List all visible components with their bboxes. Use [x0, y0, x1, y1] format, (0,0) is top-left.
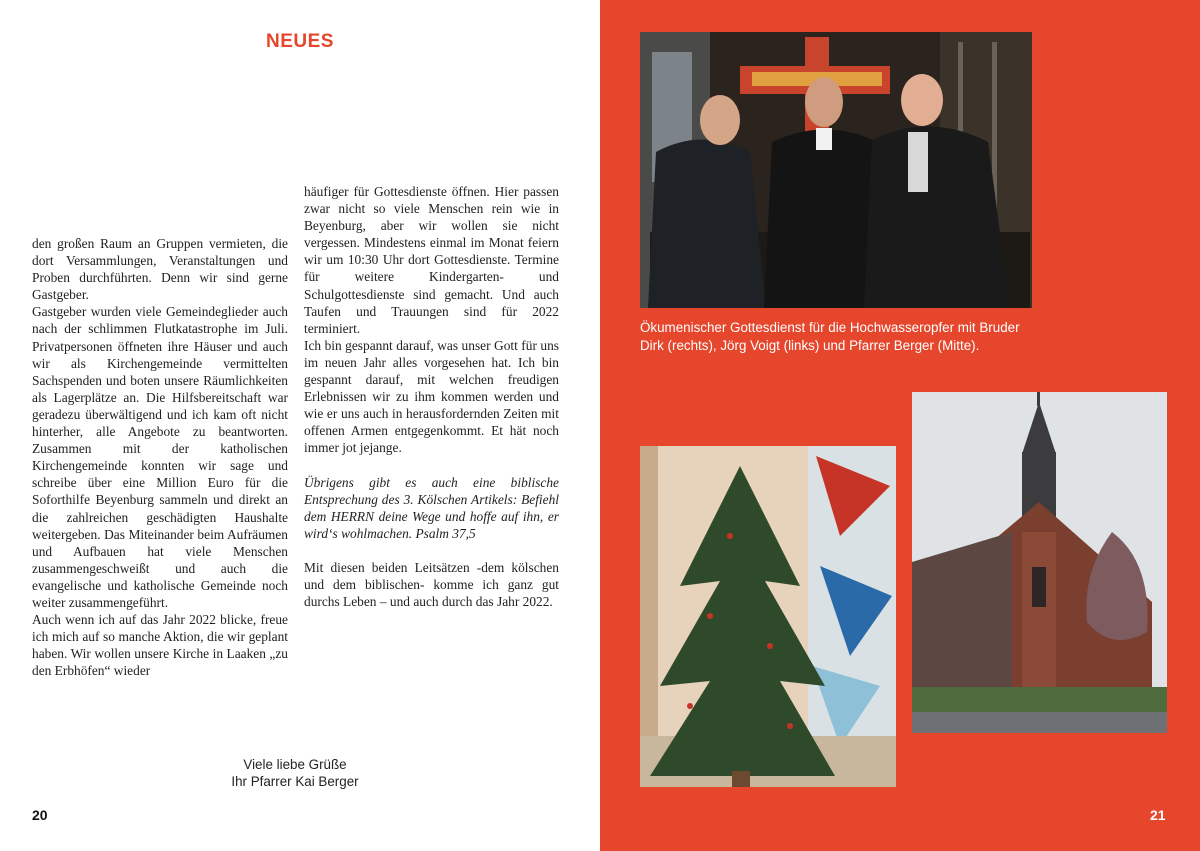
photo-clergy-portrait	[640, 32, 1032, 308]
greeting: Viele liebe Grüße	[243, 757, 347, 772]
section-title: NEUES	[266, 31, 334, 52]
paragraph: Auch wenn ich auf das Jahr 2022 blicke, freue ich mich auf so manche Aktion, die wir geplant haben. Wir wollen unsere Kirche in Laaken „zu den Erbhöfen“ wieder	[32, 612, 288, 679]
photo-christmas-tree	[640, 446, 896, 787]
paragraph: Gastgeber wurden viele Gemeindeglieder auch nach der schlimmen Flutkatastrophe im Juli. Privatpersonen öffneten ihre Häuser und auch wir als Kirchengemeinde vermittelten Sachspenden und boten unsere Räumlichkeiten als Lagerplätze an. Die Hilfsbereitschaft war geradezu überwältigend und ich kam oft nicht hinterher, alle Angebote zu beantworten. Zusammen mit der katholischen Kirchengemeinde konnten wir sage und schreibe über eine Million Euro für die Soforthilfe Beyenburg sammeln und direkt an die zahlreichen geschädigten Haushalte weitergeben. Das Miteinander beim Aufräumen und Aufbauen hat viele Menschen zusammengeschweißt und auch die evangelische und katholische Gemeinde noch weiter zusammengeführt.	[32, 304, 288, 610]
photo-church-exterior	[912, 392, 1167, 733]
page-number-right: 21	[1150, 807, 1166, 823]
author-name: Ihr Pfarrer Kai Berger	[231, 774, 359, 789]
bible-quote: Übrigens gibt es auch eine biblische Entsprechung des 3. Kölschen Artikels: Befiehl dem HERRN deine Wege und hoffe auf ihn, er wird‘s wohlmachen. Psalm 37,5	[304, 474, 559, 541]
article-column-1	[32, 235, 288, 679]
page-number-left: 20	[32, 807, 48, 823]
paragraph: den großen Raum an Gruppen vermieten, die dort Versammlungen, Veranstaltungen und Proben durchführten. Denn wir sind gerne Gastgeber.	[32, 236, 288, 303]
paragraph: Ich bin gespannt darauf, was unser Gott für uns im neuen Jahr alles vorgesehen hat. Ich bin gespannt darauf, mit welchen freudigen Erlebnissen wir zu ihm kommen werden und wie er uns auch in herausfordernden Zeiten mit offenen Armen entgegenkommt. Et hät noch immer jot jejange.	[304, 337, 559, 456]
paragraph: häufiger für Gottesdienste öffnen. Hier passen zwar nicht so viele Menschen rein wie in Beyenburg, aber wir wollen sie nicht vergessen. Mindestens einmal im Monat feiern wir um 10:30 Uhr dort Gottesdienste. Termine für weitere Kindergarten- und Schulgottesdienste sind gemacht. Und auch Taufen und Trauungen sind für 2022 terminiert.	[304, 184, 559, 336]
signoff	[190, 756, 400, 790]
photo-caption: Ökumenischer Gottesdienst für die Hochwasseropfer mit Bruder Dirk (rechts), Jörg Voigt (links) und Pfarrer Berger (Mitte).	[640, 320, 1020, 353]
article-column-2	[304, 183, 559, 610]
paragraph: Mit diesen beiden Leitsätzen -dem kölschen und dem biblischen- komme ich ganz gut durchs Leben – und auch durch das Jahr 2022.	[304, 559, 559, 610]
